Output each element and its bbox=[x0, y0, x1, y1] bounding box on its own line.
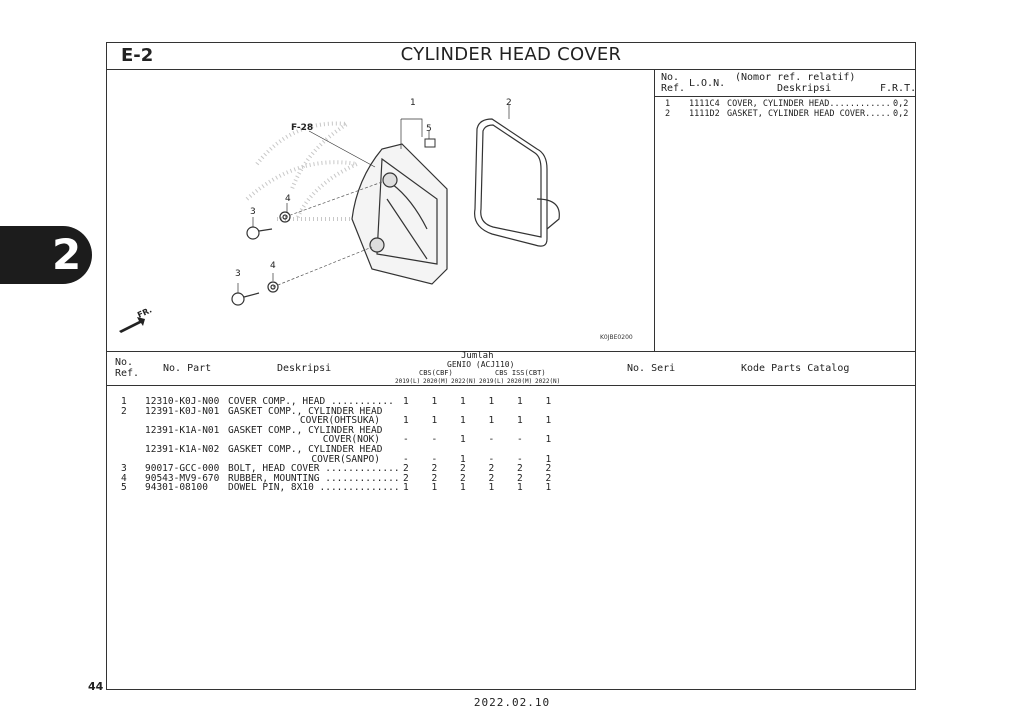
front-arrow-icon bbox=[119, 317, 145, 333]
parts-year-col: 2022(N) bbox=[451, 378, 477, 385]
row-part-number: 12391-K1A-N01 bbox=[145, 424, 220, 436]
callout-4-lower: 4 bbox=[270, 261, 276, 271]
row-qty: 2 bbox=[460, 463, 466, 475]
lon-col-no-ref: No. Ref. bbox=[661, 72, 686, 94]
row-qty: - bbox=[403, 434, 409, 446]
parts-year-col: 2019(L) bbox=[395, 378, 421, 385]
row-qty: 1 bbox=[545, 396, 552, 407]
row-description: GASKET COMP., CYLINDER HEAD bbox=[228, 424, 383, 436]
lon-table bbox=[655, 69, 915, 351]
parts-year-col: 2020(M) bbox=[507, 378, 533, 385]
lon-row-desc: GASKET, CYLINDER HEAD COVER..... bbox=[727, 109, 891, 119]
parts-col-desc: Deskripsi bbox=[277, 363, 332, 374]
row-qty: - bbox=[517, 453, 523, 465]
callout-1: 1 bbox=[410, 98, 416, 108]
callout-4-upper: 4 bbox=[285, 194, 291, 204]
row-part-number: 12391-K1A-N02 bbox=[145, 444, 220, 455]
row-qty: 2 bbox=[431, 472, 438, 484]
row-qty: 2 bbox=[488, 463, 495, 475]
row-qty: 2 bbox=[488, 472, 495, 484]
bolt-upper bbox=[247, 227, 259, 239]
lon-col-desc: Deskripsi bbox=[777, 83, 832, 94]
cover-part bbox=[352, 144, 447, 284]
lon-col-desc-top: (Nomor ref. relatif) bbox=[735, 72, 856, 83]
row-qty: 2 bbox=[517, 463, 523, 475]
row-qty: 1 bbox=[517, 482, 523, 494]
lon-row-lon: 1111D2 bbox=[689, 109, 720, 119]
lon-row-frt: 0,2 bbox=[893, 109, 909, 119]
row-qty: - bbox=[403, 453, 409, 465]
row-qty: 2 bbox=[431, 463, 438, 475]
row-qty: 1 bbox=[431, 482, 438, 494]
row-qty: 1 bbox=[431, 396, 438, 407]
lon-row-frt: 0,2 bbox=[893, 99, 909, 109]
row-qty: 1 bbox=[431, 415, 438, 427]
row-description: GASKET COMP., CYLINDER HEAD bbox=[228, 405, 383, 417]
section-code: E-2 bbox=[121, 45, 154, 66]
row-qty: - bbox=[517, 434, 523, 446]
callout-3-lower: 3 bbox=[235, 269, 241, 279]
row-qty: 1 bbox=[545, 415, 552, 427]
row-qty: 1 bbox=[488, 396, 495, 407]
section-tab-number: 2 bbox=[52, 230, 82, 279]
parts-year-col: 2019(L) bbox=[479, 378, 505, 385]
row-ref: 4 bbox=[121, 472, 127, 484]
row-ref: 3 bbox=[121, 463, 127, 475]
row-description-cont: COVER(SANPO) bbox=[311, 453, 380, 465]
callout-5: 5 bbox=[426, 124, 432, 134]
print-date: 2022.02.10 bbox=[473, 696, 551, 709]
parts-year-col: 2022(N) bbox=[535, 378, 561, 385]
row-qty: 1 bbox=[403, 482, 409, 494]
row-qty: 1 bbox=[488, 415, 495, 427]
row-qty: 2 bbox=[460, 472, 466, 484]
frame-ref-label: F-28 bbox=[291, 123, 314, 133]
row-description: BOLT, HEAD COVER ............. bbox=[228, 463, 400, 475]
page-title: CYLINDER HEAD COVER bbox=[400, 44, 622, 65]
parts-model: GENIO (ACJ110) bbox=[447, 360, 515, 369]
exploded-diagram bbox=[107, 69, 655, 351]
bolt-lower bbox=[232, 293, 244, 305]
row-qty: - bbox=[488, 434, 495, 446]
lon-row-lon: 1111C4 bbox=[689, 99, 720, 109]
row-ref: 1 bbox=[121, 396, 127, 407]
row-description-cont: COVER(OHTSUKA) bbox=[299, 415, 380, 427]
row-qty: - bbox=[431, 453, 438, 465]
row-description-cont: COVER(NOK) bbox=[322, 434, 380, 446]
parts-col-no-seri: No. Seri bbox=[627, 363, 676, 374]
row-qty: 1 bbox=[517, 396, 523, 407]
row-qty: 1 bbox=[460, 415, 466, 427]
parts-jumlah: Jumlah bbox=[461, 351, 494, 361]
diagram-drawing bbox=[107, 69, 653, 351]
row-part-number: 94301-08100 bbox=[145, 482, 208, 494]
row-ref: 2 bbox=[121, 405, 127, 417]
row-qty: 1 bbox=[545, 453, 552, 465]
row-qty: - bbox=[431, 434, 438, 446]
lon-col-frt: F.R.T. bbox=[880, 83, 917, 94]
page-number: 44 bbox=[88, 680, 104, 693]
front-label: FR. bbox=[136, 305, 154, 320]
row-qty: 1 bbox=[488, 482, 495, 494]
parts-col-no-part: No. Part bbox=[163, 363, 212, 374]
row-ref: 5 bbox=[121, 482, 127, 494]
row-description: GASKET COMP., CYLINDER HEAD bbox=[228, 444, 383, 455]
row-qty: 1 bbox=[460, 434, 466, 446]
row-qty: 1 bbox=[545, 434, 552, 446]
lon-col-lon: L.O.N. bbox=[689, 78, 726, 89]
lon-row-ref: 1 bbox=[665, 99, 671, 109]
row-qty: - bbox=[488, 453, 495, 465]
parts-col-kode: Kode Parts Catalog bbox=[741, 363, 850, 374]
parts-year-col: 2020(M) bbox=[423, 378, 449, 385]
parts-group-cbt: CBS ISS(CBT) bbox=[495, 369, 546, 377]
row-qty: 2 bbox=[517, 472, 523, 484]
row-qty: 1 bbox=[460, 396, 466, 407]
row-description: COVER COMP., HEAD ........... bbox=[228, 396, 394, 407]
row-qty: 1 bbox=[545, 482, 552, 494]
page-header bbox=[107, 43, 915, 70]
row-description: DOWEL PIN, 8X10 .............. bbox=[228, 482, 400, 494]
lon-row-ref: 2 bbox=[665, 109, 671, 119]
callout-3-upper: 3 bbox=[250, 207, 256, 217]
row-part-number: 90017-GCC-000 bbox=[145, 463, 220, 475]
dowel-pin-part bbox=[425, 139, 435, 147]
row-part-number: 12310-K0J-N00 bbox=[145, 396, 220, 407]
row-qty: 2 bbox=[545, 472, 552, 484]
row-qty: 1 bbox=[403, 396, 409, 407]
row-qty: 1 bbox=[517, 415, 523, 427]
row-qty: 1 bbox=[460, 453, 466, 465]
gasket-part bbox=[475, 119, 560, 246]
diagram-ref-code: K0JBE0200 bbox=[600, 334, 633, 341]
row-qty: 1 bbox=[460, 482, 466, 494]
catalog-frame bbox=[106, 42, 916, 690]
row-qty: 2 bbox=[545, 463, 552, 475]
row-part-number: 12391-K0J-N01 bbox=[145, 405, 220, 417]
row-qty: 2 bbox=[403, 472, 409, 484]
section-tab bbox=[0, 226, 92, 284]
row-qty: 1 bbox=[403, 415, 409, 427]
row-description: RUBBER, MOUNTING ............. bbox=[228, 472, 400, 484]
callout-2: 2 bbox=[506, 98, 512, 108]
row-part-number: 90543-MV9-670 bbox=[145, 472, 220, 484]
lon-row-desc: COVER, CYLINDER HEAD............ bbox=[727, 99, 891, 109]
row-qty: 2 bbox=[403, 463, 409, 475]
parts-group-cbf: CBS(CBF) bbox=[419, 369, 453, 377]
parts-col-no-ref: No. Ref. bbox=[115, 357, 140, 379]
